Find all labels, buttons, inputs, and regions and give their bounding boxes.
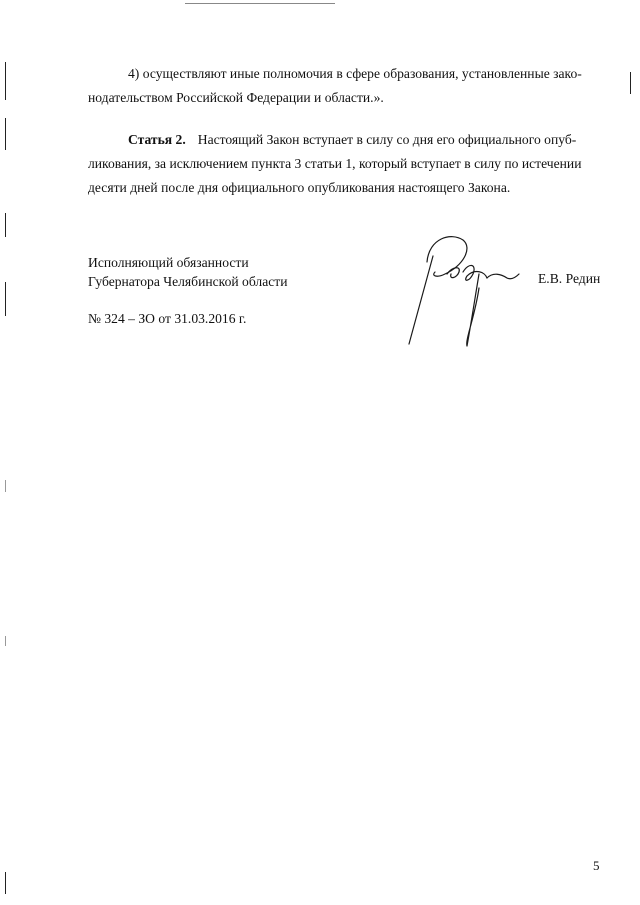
signatory-name: Е.В. Редин [538,271,601,286]
signatory-title-line: Исполняющий обязанности [88,255,249,270]
scan-margin-mark [5,118,6,150]
scan-margin-mark [5,62,6,100]
signatory-title [88,253,288,291]
scan-top-edge-line [185,3,335,4]
paragraph-line: 4) осуществляют иные полномочия в сфере образования, установленные зако- [128,66,582,81]
article-line: ликования, за исключением пункта 3 статьи 1, который вступает в силу по истечении [88,156,582,171]
registration-number: № 324 – ЗО от 31.03.2016 г. [88,311,247,326]
scan-margin-mark [5,636,6,646]
scan-margin-mark [630,72,631,94]
scan-margin-mark [5,282,6,316]
scan-margin-mark [5,480,6,492]
scan-margin-mark [5,872,6,894]
paragraph-line: нодательством Российской Федерации и области.». [88,90,384,105]
article-first-line [88,128,603,152]
page-number: 5 [593,858,600,873]
article-line: десяти дней после дня официального опубликования настоящего Закона. [88,180,511,195]
handwritten-signature [405,228,525,352]
scan-margin-mark [5,213,6,237]
article-2 [88,128,603,200]
paragraph-item-4 [88,62,603,110]
article-label: Статья 2. [128,132,186,147]
article-text: Настоящий Закон вступает в силу со дня его официального опуб- [197,132,577,147]
signatory-title-line: Губернатора Челябинской области [88,274,288,289]
